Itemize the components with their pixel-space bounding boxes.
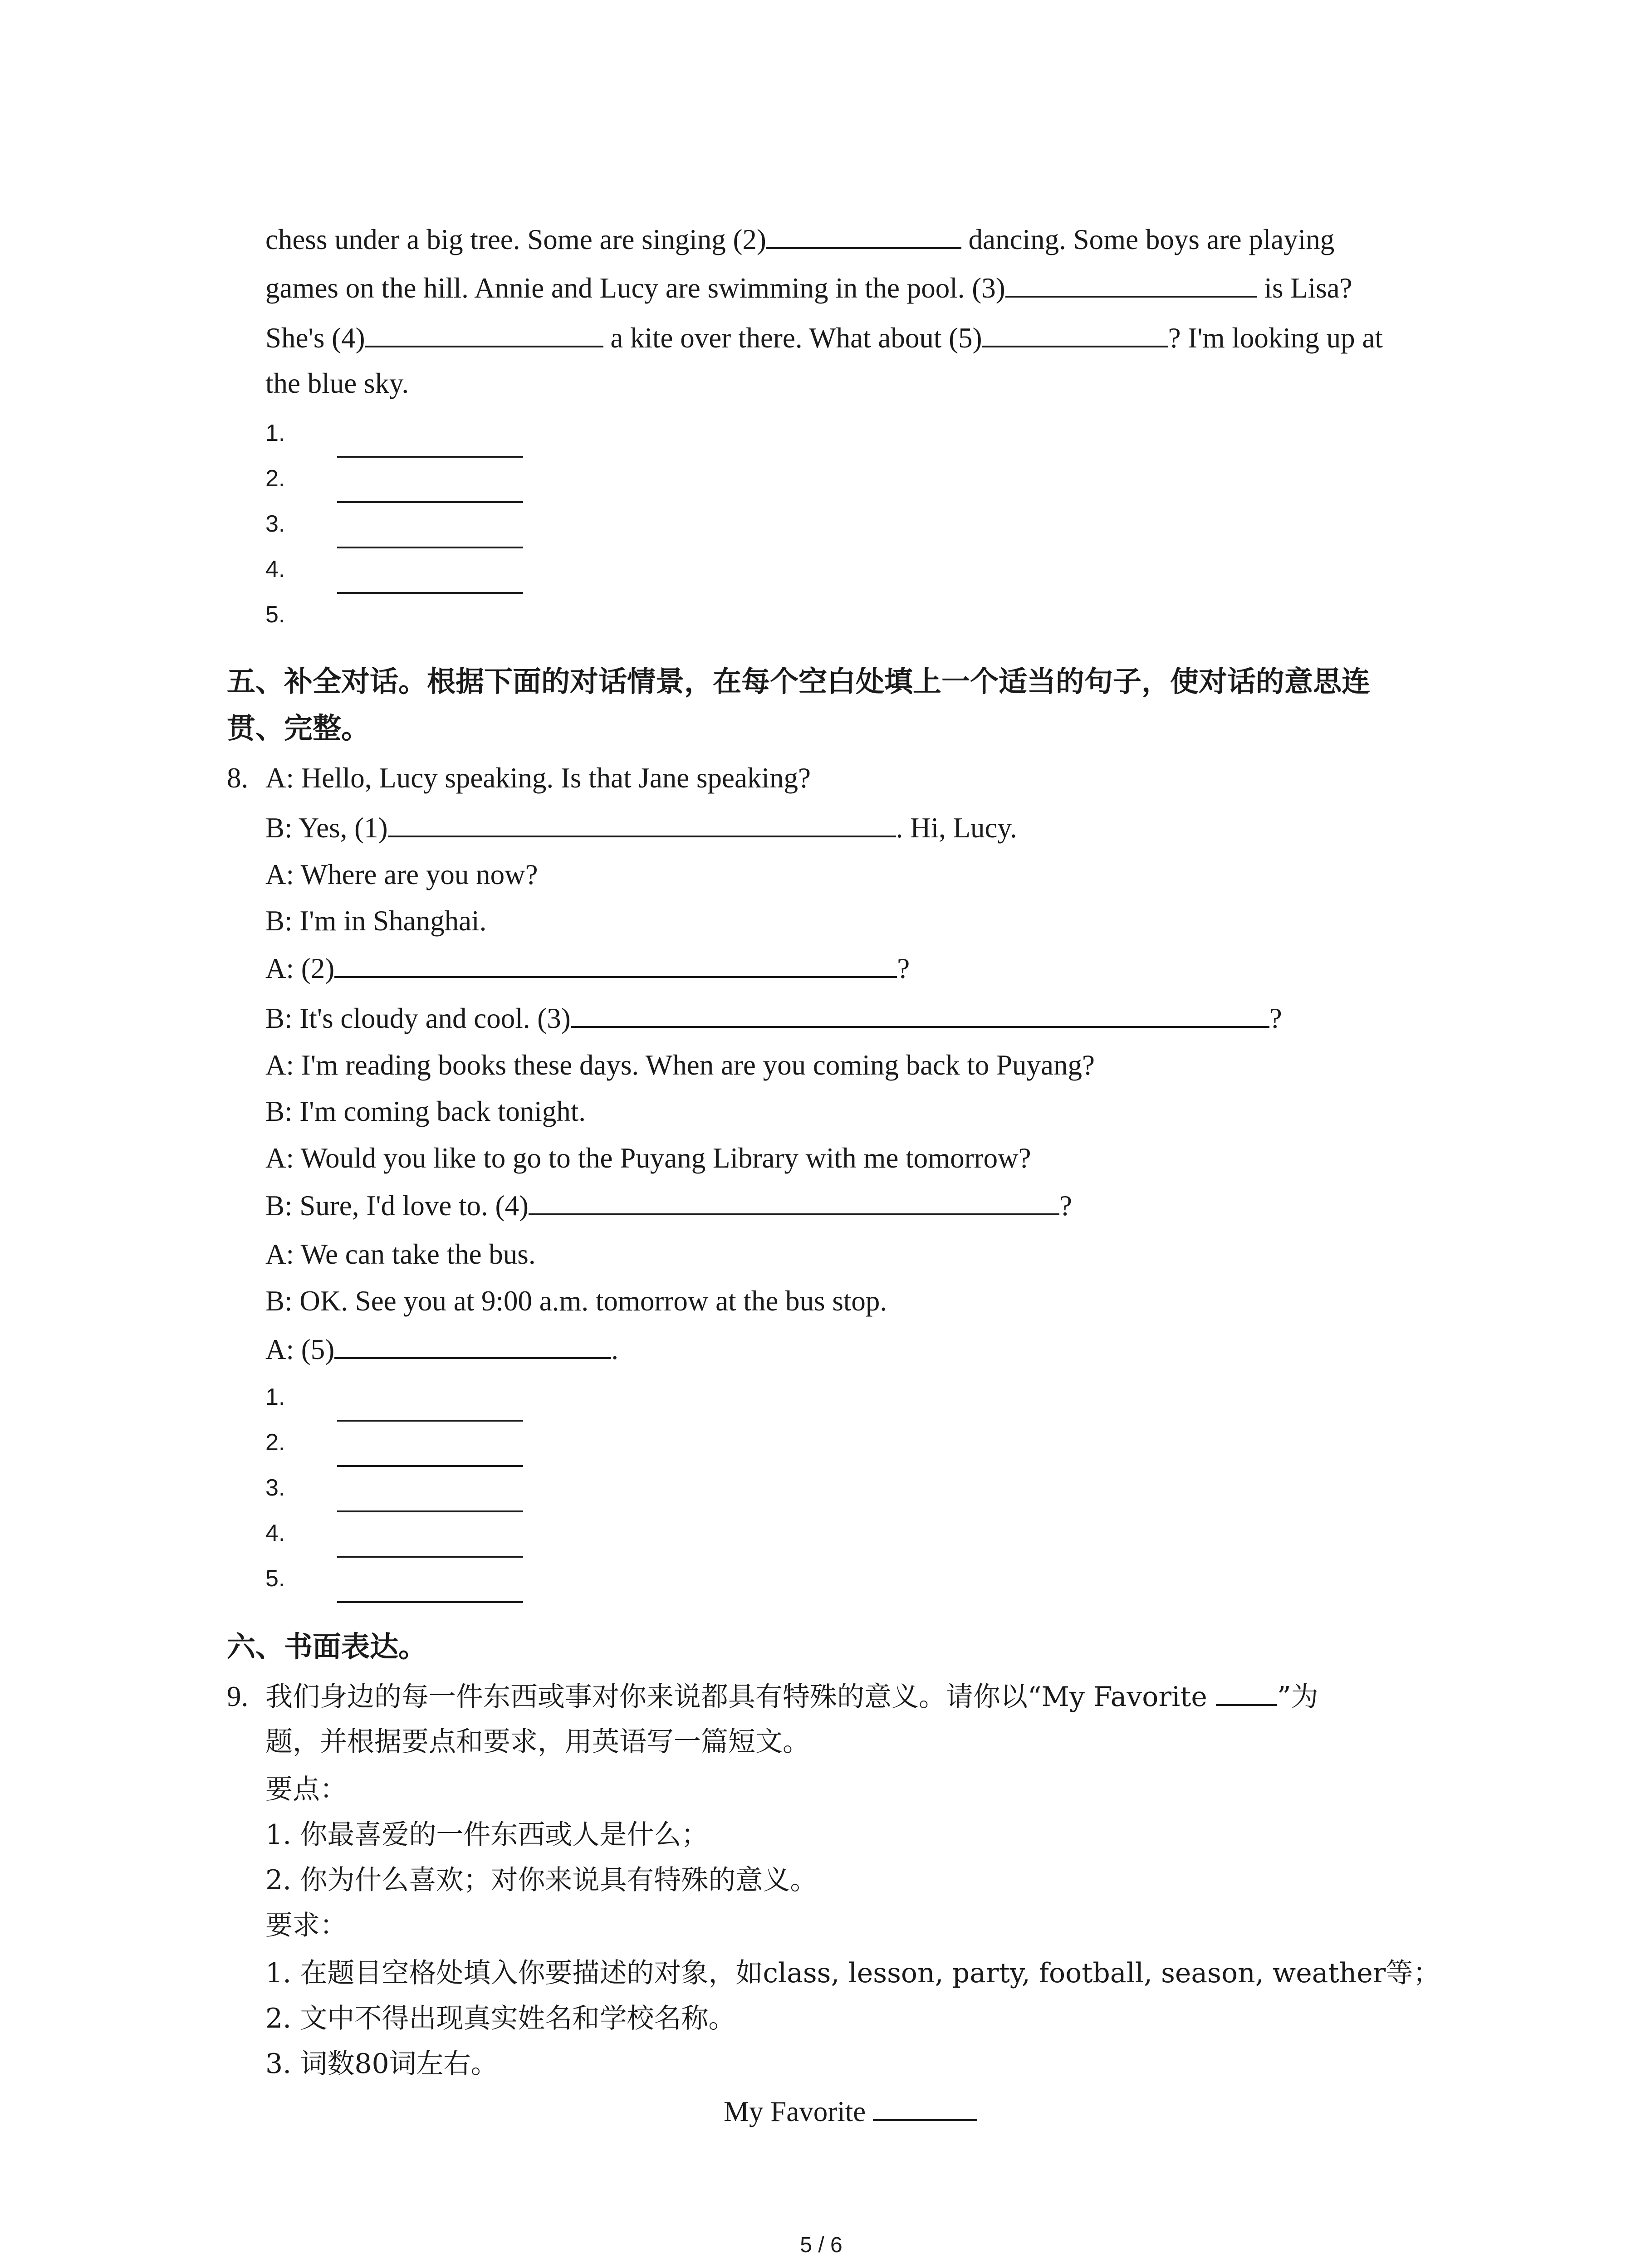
prompt-line: 3. 词数80词左右。 <box>265 2048 498 2080</box>
blank-3[interactable] <box>1005 272 1257 298</box>
dialogue-line: B: Yes, (1) . Hi, Lucy. <box>265 812 1017 844</box>
answer-line[interactable] <box>337 1510 523 1512</box>
prompt-line: 要求： <box>265 1910 347 1941</box>
answer-line[interactable] <box>337 1465 523 1467</box>
essay-title-blank[interactable] <box>873 2096 977 2121</box>
dialogue-line: A: Would you like to go to the Puyang Library with me tomorrow? <box>265 1142 1031 1174</box>
blank-5[interactable] <box>982 322 1168 347</box>
passage-line-3: She's (4) a kite over there. What about (5) ? I'm looking up at <box>265 322 1383 354</box>
section5-heading-line-2: 贯、完整。 <box>227 711 370 745</box>
answer-line[interactable] <box>337 1420 523 1422</box>
dialogue-line: A: We can take the bus. <box>265 1238 536 1270</box>
essay-title: My Favorite <box>724 2089 1641 2134</box>
section6-heading: 六、书面表达。 <box>227 1630 427 1663</box>
answer-line[interactable] <box>337 547 523 548</box>
title-blank[interactable] <box>1216 1681 1277 1706</box>
answer-number: 1. <box>265 420 285 446</box>
dialogue-line: B: OK. See you at 9:00 a.m. tomorrow at the bus stop. <box>265 1285 887 1317</box>
dialogue-line: A: (5) . <box>265 1334 618 1365</box>
answer-number: 5. <box>265 1565 285 1592</box>
question-number: 9. <box>227 1681 249 1712</box>
prompt-line: 2. 你为什么喜欢；对你来说具有特殊的意义。 <box>265 1864 818 1896</box>
answer-line[interactable] <box>337 456 523 458</box>
passage-line-2: games on the hill. Annie and Lucy are swimming in the pool. (3) is Lisa? <box>265 272 1352 304</box>
answer-line[interactable] <box>337 592 523 594</box>
prompt-line: 2. 文中不得出现真实姓名和学校名称。 <box>265 2003 736 2034</box>
dialogue-line: B: Sure, I'd love to. (4) ? <box>265 1190 1072 1222</box>
answer-number: 4. <box>265 1520 285 1546</box>
answer-number: 3. <box>265 511 285 537</box>
prompt-line: 1. 你最喜爱的一件东西或人是什么； <box>265 1819 709 1851</box>
dialogue-line: A: I'm reading books these days. When are you coming back to Puyang? <box>265 1049 1095 1081</box>
prompt-line: 1. 在题目空格处填入你要描述的对象，如class, lesson, party, football, season, weather等； <box>265 1957 1440 1989</box>
dialogue-line: A: (2) ? <box>265 953 910 984</box>
section5-heading-line-1: 五、补全对话。根据下面的对话情景，在每个空白处填上一个适当的句子，使对话的意思连 <box>227 665 1370 698</box>
dialogue-line: B: I'm coming back tonight. <box>265 1095 586 1127</box>
dialogue-blank-3[interactable] <box>571 1002 1269 1028</box>
answer-number: 3. <box>265 1475 285 1501</box>
dialogue-blank-1[interactable] <box>388 812 896 837</box>
blank-2[interactable] <box>766 224 961 249</box>
dialogue-blank-5[interactable] <box>334 1334 611 1359</box>
answer-line[interactable] <box>337 1556 523 1558</box>
answer-line[interactable] <box>337 501 523 503</box>
answer-number: 5. <box>265 601 285 628</box>
prompt-line: 题，并根据要点和要求，用英语写一篇短文。 <box>265 1726 810 1758</box>
blank-4[interactable] <box>365 322 603 347</box>
answer-number: 2. <box>265 465 285 492</box>
answer-number: 2. <box>265 1429 285 1456</box>
prompt-line: 我们身边的每一件东西或事对你来说都具有特殊的意义。请你以“My Favorite ”为 <box>265 1681 1318 1713</box>
dialogue-line: B: I'm in Shanghai. <box>265 905 487 937</box>
answer-number: 4. <box>265 556 285 582</box>
dialogue-blank-4[interactable] <box>529 1190 1059 1215</box>
page-number: 5 / 6 <box>800 2233 843 2257</box>
answer-line[interactable] <box>337 1601 523 1603</box>
question-number: 8. <box>227 762 249 794</box>
dialogue-line: A: Where are you now? <box>265 859 538 890</box>
dialogue-blank-2[interactable] <box>334 953 897 978</box>
passage-line-4: the blue sky. <box>265 367 409 399</box>
passage-line-1: chess under a big tree. Some are singing (2) dancing. Some boys are playing <box>265 224 1335 255</box>
answer-number: 1. <box>265 1384 285 1410</box>
prompt-line: 要点： <box>265 1774 347 1805</box>
dialogue-line: B: It's cloudy and cool. (3) ? <box>265 1002 1282 1034</box>
dialogue-line: A: Hello, Lucy speaking. Is that Jane speaking? <box>265 762 811 794</box>
